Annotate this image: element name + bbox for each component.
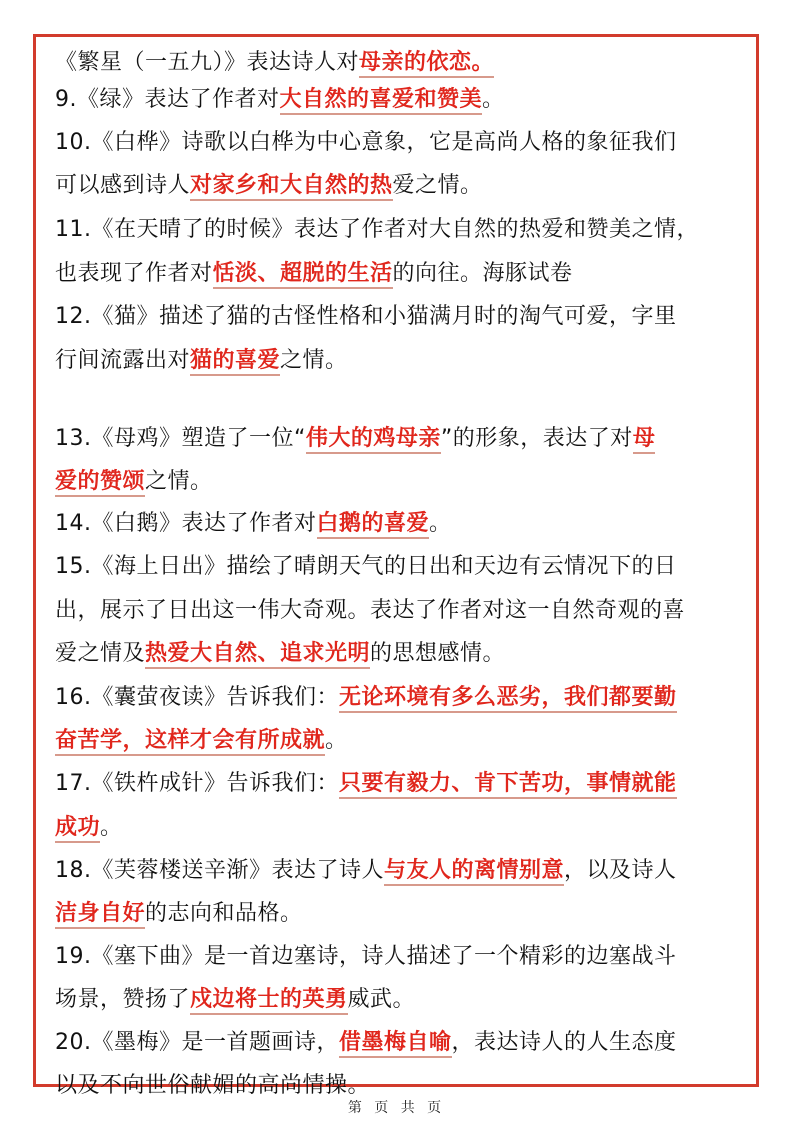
- text-line: [55, 128, 677, 158]
- text-line: [55, 171, 483, 201]
- text-line: [55, 683, 677, 713]
- text-line: [55, 985, 415, 1015]
- text-line: [55, 899, 303, 929]
- line-text: 出，展示了日出这一伟大奇观。表达了作者对这一自然奇观的喜: [55, 598, 686, 623]
- line-text: 16.《囊萤夜读》告诉我们：: [55, 685, 339, 710]
- text-line: [55, 48, 494, 78]
- line-text: 。: [100, 815, 123, 840]
- line-text: 可以感到诗人: [55, 173, 191, 198]
- text-line: [55, 639, 505, 669]
- line-text: 。: [325, 728, 348, 753]
- highlighted-answer: 猫的喜爱: [190, 348, 280, 376]
- highlighted-answer: 母亲的依恋。: [359, 50, 494, 78]
- line-text: 18.《芙蓉楼送辛渐》表达了诗人: [55, 858, 384, 883]
- text-line: [55, 1028, 677, 1058]
- text-line: [55, 769, 677, 799]
- text-line: [55, 552, 677, 582]
- line-text: 19.《塞下曲》是一首边塞诗，诗人描述了一个精彩的边塞战斗: [55, 944, 677, 969]
- highlighted-answer: 白鹅的喜爱: [317, 511, 430, 539]
- highlighted-answer: 戍边将士的英勇: [190, 987, 348, 1015]
- highlighted-answer: 奋苦学，这样才会有所成就: [55, 728, 325, 756]
- line-text: 爱之情。: [392, 173, 483, 198]
- line-text: 威武。: [347, 987, 416, 1012]
- text-line: [55, 596, 685, 626]
- text-line: [55, 467, 213, 497]
- line-text: ，表达诗人的人生态度: [451, 1030, 677, 1055]
- line-text: 14.《白鹅》表达了作者对: [55, 511, 317, 536]
- line-text: 行间流露出对: [55, 348, 191, 373]
- line-text: 之情。: [145, 469, 213, 494]
- line-text: 爱之情及: [55, 641, 146, 666]
- line-text: 之情。: [280, 348, 348, 373]
- line-text: 以及不向世俗献媚的高尚情操。: [55, 1073, 371, 1098]
- highlighted-answer: 热爱大自然、追求光明: [145, 641, 370, 669]
- text-line: [55, 302, 677, 332]
- line-text: 11.《在天晴了的时候》表达了作者对大自然的热爱和赞美之情，: [55, 217, 699, 242]
- highlighted-answer: 伟大的鸡母亲: [306, 426, 441, 454]
- line-text: 13.《母鸡》塑造了一位“: [55, 426, 306, 451]
- line-text: 的志向和品格。: [145, 901, 303, 926]
- text-line: [55, 346, 348, 376]
- highlighted-answer: 爱的赞颂: [55, 469, 145, 497]
- text-line: [55, 85, 505, 115]
- text-line: [55, 424, 655, 454]
- line-text: 10.《白桦》诗歌以白桦为中心意象，它是高尚人格的象征我们: [55, 130, 677, 155]
- line-text: 场景，赞扬了: [55, 987, 191, 1012]
- highlighted-answer: 恬淡、超脱的生活: [213, 261, 393, 289]
- highlighted-answer: 与友人的离情别意: [384, 858, 564, 886]
- highlighted-answer: 大自然的喜爱和赞美: [280, 87, 483, 115]
- line-text: 12.《猫》描述了猫的古怪性格和小猫满月时的淘气可爱，字里: [55, 304, 677, 329]
- highlighted-answer: 无论环境有多么恶劣，我们都要勤: [339, 685, 677, 713]
- highlighted-answer: 只要有毅力、肯下苦功，事情就能: [339, 771, 677, 799]
- page-footer: 第 页 共 页: [347, 1100, 446, 1116]
- line-text: ，以及诗人: [564, 858, 677, 883]
- highlighted-answer: 对家乡和大自然的热: [190, 173, 393, 201]
- highlighted-answer: 母: [633, 426, 656, 454]
- line-text: 20.《墨梅》是一首题画诗，: [55, 1030, 339, 1055]
- highlighted-answer: 成功: [55, 815, 100, 843]
- line-text: 17.《铁杵成针》告诉我们：: [55, 771, 339, 796]
- text-line: [55, 215, 699, 245]
- line-text: 的思想感情。: [370, 641, 506, 666]
- text-line: [55, 726, 348, 756]
- line-text: ”的形象，表达了对: [440, 426, 633, 451]
- highlighted-answer: 借墨梅自喻: [339, 1030, 452, 1058]
- line-text: 。: [482, 87, 505, 112]
- line-text: 。: [429, 511, 452, 536]
- line-text: 也表现了作者对: [55, 261, 213, 286]
- line-text: 9.《绿》表达了作者对: [55, 87, 280, 112]
- text-line: [55, 856, 677, 886]
- line-text: 15.《海上日出》描绘了晴朗天气的日出和天边有云情况下的日: [55, 554, 677, 579]
- highlighted-answer: 洁身自好: [55, 901, 145, 929]
- text-line: [55, 813, 123, 843]
- line-text: 的向往。海豚试卷: [392, 261, 573, 286]
- line-text: 《繁星（一五九）》表达诗人对: [55, 50, 360, 75]
- text-line: [55, 259, 573, 289]
- text-line: [55, 942, 677, 972]
- text-line: [55, 509, 452, 539]
